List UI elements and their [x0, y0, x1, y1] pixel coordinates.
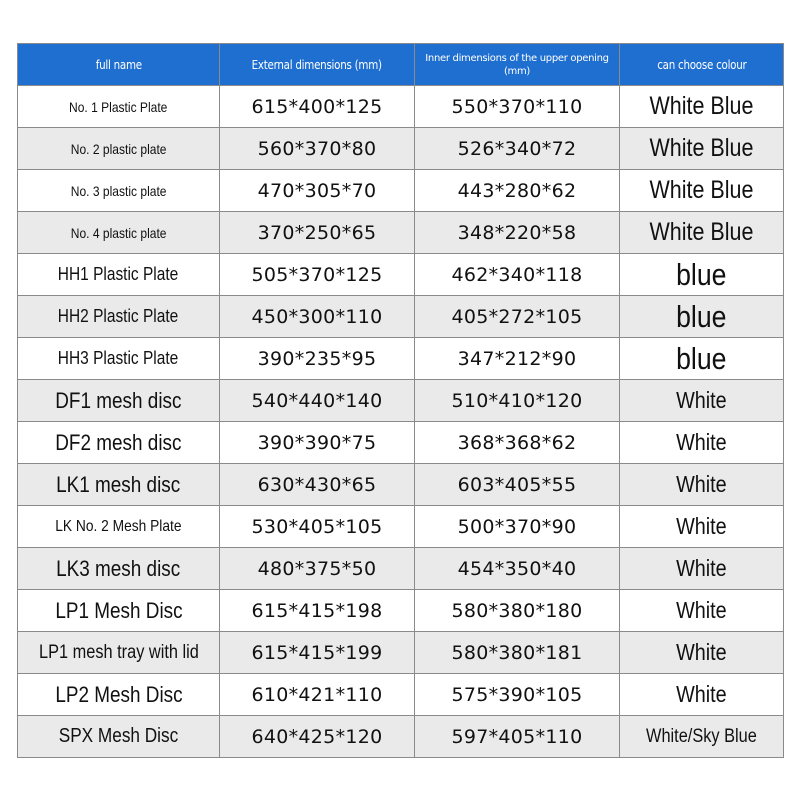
- colour-options: White: [620, 506, 784, 548]
- product-name: DF2 mesh disc: [18, 422, 220, 464]
- colour-options: White: [620, 632, 784, 674]
- product-name: No. 4 plastic plate: [18, 212, 220, 254]
- external-dimensions: 560*370*80: [220, 128, 415, 170]
- colour-options: White: [620, 548, 784, 590]
- external-dimensions: 530*405*105: [220, 506, 415, 548]
- header-colour: can choose colour: [620, 44, 784, 86]
- external-dimensions: 630*430*65: [220, 464, 415, 506]
- inner-dimensions: 368*368*62: [415, 422, 620, 464]
- table-row: [18, 338, 784, 380]
- product-name: HH3 Plastic Plate: [18, 338, 220, 380]
- table-row: [18, 254, 784, 296]
- external-dimensions: 470*305*70: [220, 170, 415, 212]
- table-row: [18, 548, 784, 590]
- table-header-row: [18, 44, 784, 86]
- inner-dimensions: 462*340*118: [415, 254, 620, 296]
- product-name: DF1 mesh disc: [18, 380, 220, 422]
- inner-dimensions: 526*340*72: [415, 128, 620, 170]
- table-row: [18, 296, 784, 338]
- inner-dimensions: 575*390*105: [415, 674, 620, 716]
- product-name: LK1 mesh disc: [18, 464, 220, 506]
- product-name: LP1 mesh tray with lid: [18, 632, 220, 674]
- external-dimensions: 390*390*75: [220, 422, 415, 464]
- colour-options: White Blue: [620, 128, 784, 170]
- external-dimensions: 450*300*110: [220, 296, 415, 338]
- inner-dimensions: 603*405*55: [415, 464, 620, 506]
- colour-options: White Blue: [620, 170, 784, 212]
- table-row: [18, 212, 784, 254]
- inner-dimensions: 550*370*110: [415, 86, 620, 128]
- inner-dimensions: 348*220*58: [415, 212, 620, 254]
- external-dimensions: 480*375*50: [220, 548, 415, 590]
- table-row: [18, 674, 784, 716]
- inner-dimensions: 510*410*120: [415, 380, 620, 422]
- product-name: No. 3 plastic plate: [18, 170, 220, 212]
- colour-options: White: [620, 464, 784, 506]
- product-name: LK No. 2 Mesh Plate: [18, 506, 220, 548]
- inner-dimensions: 580*380*181: [415, 632, 620, 674]
- inner-dimensions: 454*350*40: [415, 548, 620, 590]
- external-dimensions: 505*370*125: [220, 254, 415, 296]
- inner-dimensions: 443*280*62: [415, 170, 620, 212]
- colour-options: White Blue: [620, 86, 784, 128]
- product-name: No. 1 Plastic Plate: [18, 86, 220, 128]
- table-row: [18, 128, 784, 170]
- external-dimensions: 640*425*120: [220, 716, 415, 758]
- inner-dimensions: 347*212*90: [415, 338, 620, 380]
- table-row: [18, 506, 784, 548]
- table-row: [18, 86, 784, 128]
- colour-options: blue: [620, 296, 784, 338]
- external-dimensions: 615*400*125: [220, 86, 415, 128]
- product-name: LP1 Mesh Disc: [18, 590, 220, 632]
- inner-dimensions: 405*272*105: [415, 296, 620, 338]
- table-row: [18, 590, 784, 632]
- external-dimensions: 390*235*95: [220, 338, 415, 380]
- table-row: [18, 422, 784, 464]
- inner-dimensions: 580*380*180: [415, 590, 620, 632]
- table-row: [18, 716, 784, 758]
- table-row: [18, 170, 784, 212]
- product-spec-table: [17, 43, 784, 758]
- external-dimensions: 540*440*140: [220, 380, 415, 422]
- colour-options: White: [620, 380, 784, 422]
- product-name: No. 2 plastic plate: [18, 128, 220, 170]
- external-dimensions: 615*415*199: [220, 632, 415, 674]
- product-name: LP2 Mesh Disc: [18, 674, 220, 716]
- external-dimensions: 610*421*110: [220, 674, 415, 716]
- colour-options: White Blue: [620, 212, 784, 254]
- table-row: [18, 464, 784, 506]
- table-row: [18, 632, 784, 674]
- colour-options: White: [620, 422, 784, 464]
- colour-options: blue: [620, 338, 784, 380]
- inner-dimensions: 500*370*90: [415, 506, 620, 548]
- product-name: SPX Mesh Disc: [18, 716, 220, 758]
- product-name: HH1 Plastic Plate: [18, 254, 220, 296]
- colour-options: White: [620, 674, 784, 716]
- header-full-name: full name: [18, 44, 220, 86]
- table-row: [18, 380, 784, 422]
- colour-options: White/Sky Blue: [620, 716, 784, 758]
- product-name: HH2 Plastic Plate: [18, 296, 220, 338]
- inner-dimensions: 597*405*110: [415, 716, 620, 758]
- colour-options: White: [620, 590, 784, 632]
- product-name: LK3 mesh disc: [18, 548, 220, 590]
- colour-options: blue: [620, 254, 784, 296]
- header-external-dimensions: External dimensions (mm): [220, 44, 415, 86]
- external-dimensions: 370*250*65: [220, 212, 415, 254]
- external-dimensions: 615*415*198: [220, 590, 415, 632]
- header-inner-dimensions: Inner dimensions of the upper opening (mm): [415, 44, 620, 86]
